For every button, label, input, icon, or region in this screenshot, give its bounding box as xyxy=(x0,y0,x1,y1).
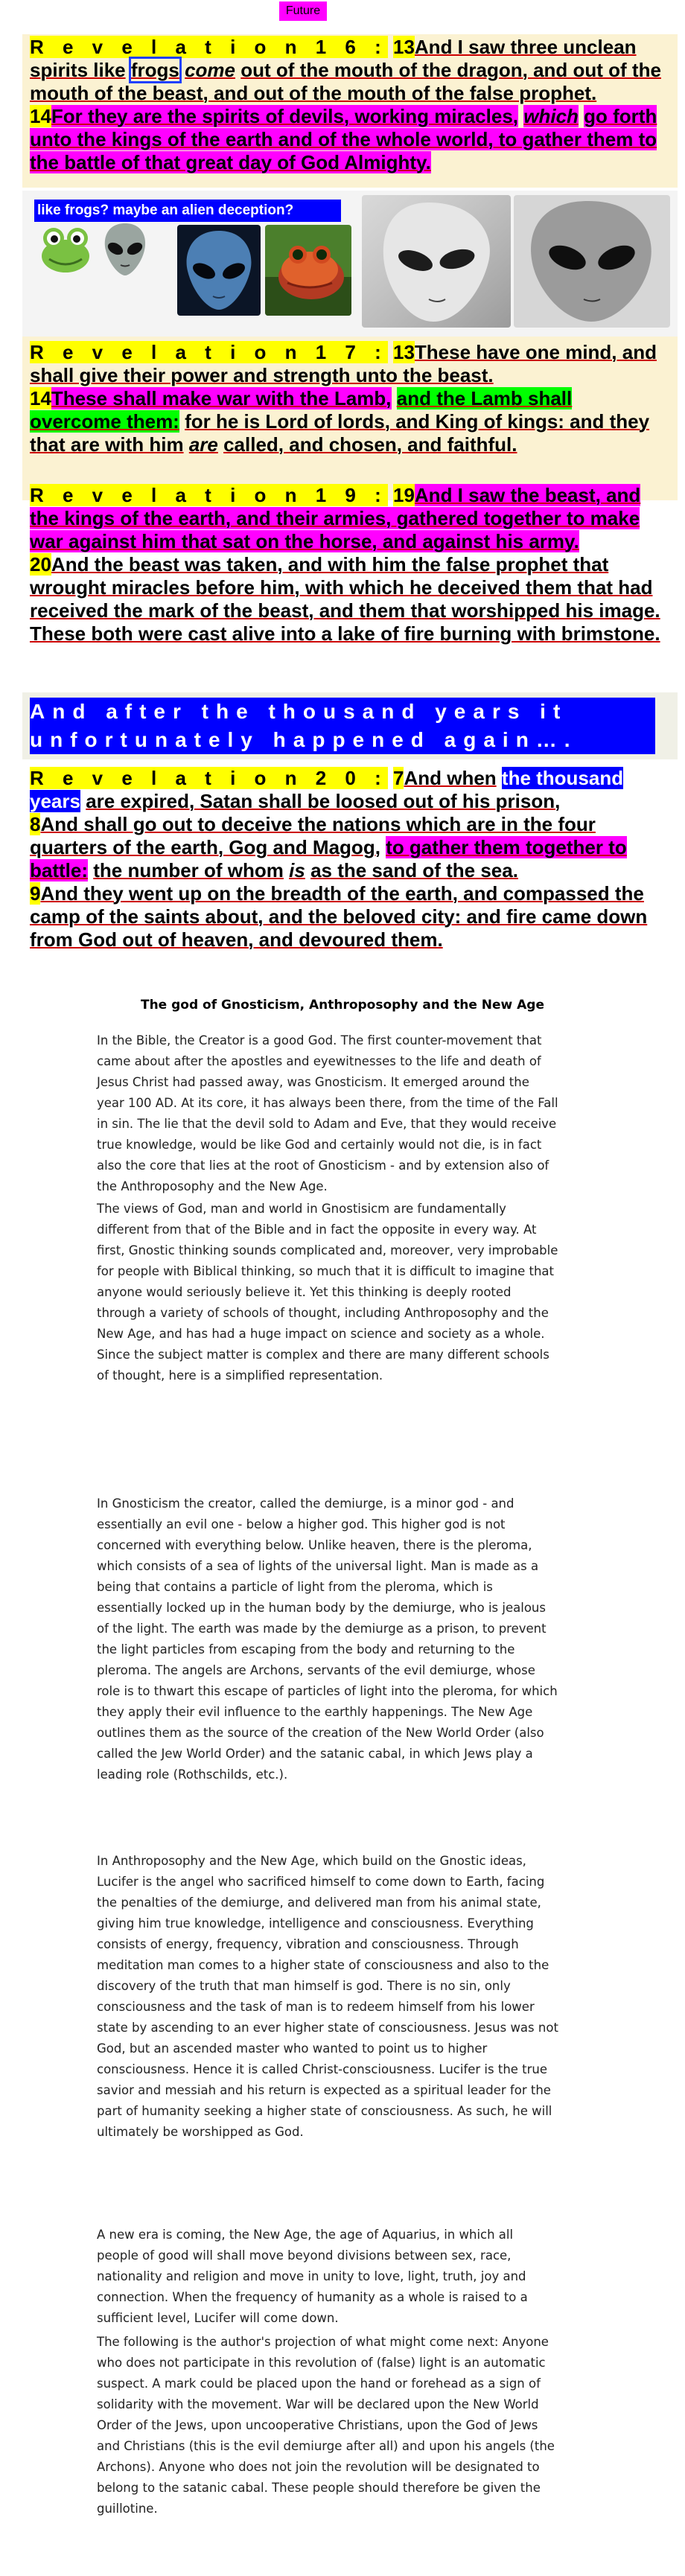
revelation-20-text xyxy=(30,767,663,951)
verse-20-7-b: are expired, Satan shall be loosed out of his prison, xyxy=(86,790,561,812)
paragraph-6: The following is the author's projection of what might come next: Anyone who does not participate in this revolution of (false) light is an automatic suspect. A mark could be placed upon the hand or forehead as a sign of solidarity with the movement. War will be declared upon the New World Order of the Jews, upon uncooperative Christians, upon the God of Jews and Christians (this is the evil demiurge after all) and upon his angels (the Archons). Anyone who does not join the revolution will be designated to belong to the satanic cabal. These people should therefore be given the guillotine. xyxy=(97,2335,555,2516)
revelation-19-heading: R e v e l a t i o n 1 9 : xyxy=(30,484,388,506)
grey-alien-photo-right xyxy=(514,195,670,328)
paragraph-5: A new era is coming, the New Age, the age of Aquarius, in which all people of good will shall move beyond divisions between sex, race, nationality and religion and move in unity to love, light, truth, joy and connection. When the frequency of humanity as a whole is raised to a sufficient level, Lucifer will come down. xyxy=(97,2228,528,2325)
verse-number: 14 xyxy=(30,387,51,409)
are-word: are xyxy=(188,433,218,456)
blue-alien-image xyxy=(177,225,261,316)
frog-emoji-icon xyxy=(39,223,92,275)
which-word: which xyxy=(523,105,579,127)
revelation-19-text xyxy=(30,484,663,645)
verse-17-14-b: called, and chosen, and faithful. xyxy=(223,433,517,456)
revelation-17-heading: R e v e l a t i o n 1 7 : xyxy=(30,341,388,363)
verse-17-14-a: for he is Lord of lords, and King of kings: and they that are with him xyxy=(30,410,650,456)
paragraph-1: In the Bible, the Creator is a good God. The first counter-movement that came about after the apostles and eyewitnesses to the life and death of Jesus Christ had passed away, was Gnosticism. It emerged around the year 100 AD. At its core, it has always been there, from the time of the Fall in sin. The lie that the devil sold to Adam and Eve, that they would receive true knowledge, would be like God and certainly would not die, is in fact also the core that lies at the root of Gnosticism - and by extension also of the Anthroposophy and the New Age. xyxy=(97,1033,558,1193)
verse-16-13-b: out of the mouth of the dragon, and out of the mouth of the beast, and out of the mouth of the false prophet. xyxy=(30,59,661,104)
verse-20-8-b: the number of whom xyxy=(93,859,284,881)
verse-number: 9 xyxy=(30,882,41,905)
revelation-16-heading: R e v e l a t i o n 1 6 : xyxy=(30,36,388,58)
thousand-years-banner: And after the thousand years it unfortunately happened again…. xyxy=(30,698,655,754)
thousand-years-highlight: the thousand years xyxy=(30,767,624,812)
verse-16-14-b: go forth unto the kings of the earth and of the whole world, to gather them to the battle of that great day of God Almighty. xyxy=(30,105,657,173)
paragraph-4: In Anthroposophy and the New Age, which build on the Gnostic ideas, Lucifer is the angel who sacrificed himself to come down to Earth, facing the penalties of the demiurge, and delivered man from his animal state, giving him true knowledge, intelligence and consciousness. Everything consists of energy, frequency, vibration and consciousness. Through meditation man comes to a higher state of consciousness and also to the discovery of the truth that man himself is god. There is no sin, only consciousness and the task of man is to redeem himself from his lower state by ascending to an ever higher state of consciousness. Jesus was not God, but an ascended master who wanted to point us to higher consciousness. Hence it is called Christ-consciousness. Lucifer is the true savior and messiah and his return is expected as a spiritual leader for the part of humanity seeking a higher state of consciousness. As such, he will ultimately be worshipped as God. xyxy=(97,1854,558,2139)
verse-20-8-a: And shall go out to deceive the nations which are in the four quarters of the earth, Gog and Magog, xyxy=(30,813,596,858)
verse-17-14-mag: These shall make war with the Lamb, xyxy=(51,387,392,409)
frog-photo-image xyxy=(265,225,351,316)
verse-17-13: These have one mind, and shall give their power and strength unto the beast. xyxy=(30,341,657,386)
verse-17-14-grn: and the Lamb shall overcome them: xyxy=(30,387,573,433)
grey-alien-photo-left xyxy=(362,195,511,328)
verse-number: 7 xyxy=(392,767,404,789)
alien-emoji-icon xyxy=(101,222,149,277)
verse-20-9: And they went up on the breadth of the earth, and compassed the camp of the saints about, and the beloved city: and fire came down from God out of heaven, and devoured them. xyxy=(30,882,648,951)
revelation-20-heading: R e v e l a t i o n 2 0 : xyxy=(30,767,388,789)
revelation-16-text xyxy=(30,36,663,174)
verse-19-19: And I saw the beast, and the kings of the earth, and their armies, gathered together to make war against him that sat on the horse, and against his army. xyxy=(30,484,641,552)
verse-number: 8 xyxy=(30,813,41,835)
verse-20-8-c: as the sand of the sea. xyxy=(310,859,518,881)
is-word: is xyxy=(289,859,305,881)
verse-19-20: And the beast was taken, and with him the false prophet that wrought miracles before him, with which he deceived them that had received the mark of the beast, and them that worshipped his image. These both were cast alive into a lake of fire burning with brimstone. xyxy=(30,553,660,645)
verse-20-7-a: And when xyxy=(404,767,497,789)
verse-20-8-mag: to gather them together to battle: xyxy=(30,836,627,881)
future-label: Future xyxy=(279,1,327,21)
verse-16-14-a: For they are the spirits of devils, working miracles, xyxy=(51,105,519,127)
verse-number: 13 xyxy=(392,341,415,363)
verse-number: 19 xyxy=(392,484,415,506)
verse-number: 14 xyxy=(30,105,51,127)
revelation-17-text xyxy=(30,341,663,456)
verse-number: 20 xyxy=(30,553,51,576)
document-title: The god of Gnosticism, Anthroposophy and the New Age xyxy=(140,998,545,1013)
come-word: come xyxy=(185,59,236,81)
frogs-word: frogs xyxy=(130,59,179,81)
verse-16-13-a: And I saw three unclean spirits like xyxy=(30,36,637,81)
image-caption: like frogs? maybe an alien deception? xyxy=(34,200,341,222)
paragraph-2: The views of God, man and world in Gnostisicm are fundamentally different from that of the Bible and in fact the opposite in every way. At first, Gnostic thinking sounds complicated and, moreover, very improbable for people with Biblical thinking, so much that it is difficult to imagine that anyone would seriously believe it. Yet this thinking is deeply rooted through a variety of schools of thought, including Anthroposophy and the New Age, and has had a huge impact on science and society as a whole. Since the subject matter is complex and there are many different schools of thought, here is a simplified representation. xyxy=(97,1202,558,1383)
verse-number: 13 xyxy=(392,36,415,58)
paragraph-3: In Gnosticism the creator, called the demiurge, is a minor god - and essentially an evil one - below a higher god. This higher god is not concerned with everything below. Unlike heaven, there is the pleroma, which consists of a sea of lights of the universal light. Man is made as a being that contains a particle of light from the pleroma, which is essentially locked up in the human body by the demiurge, who is jealous of the light. The earth was made by the demiurge as a prison, to prevent the light particles from escaping from the body and returning to the pleroma. The angels are Archons, servants of the evil demiurge, whose role is to thwart this escape of particles of light into the pleroma, for which they apply their evil influence to the earthly happenings. The New Age outlines them as the source of the creation of the New World Order (also called the Jew World Order) and the satanic cabal, in which Jews play a leading role (Rothschilds, etc.). xyxy=(97,1496,558,1782)
